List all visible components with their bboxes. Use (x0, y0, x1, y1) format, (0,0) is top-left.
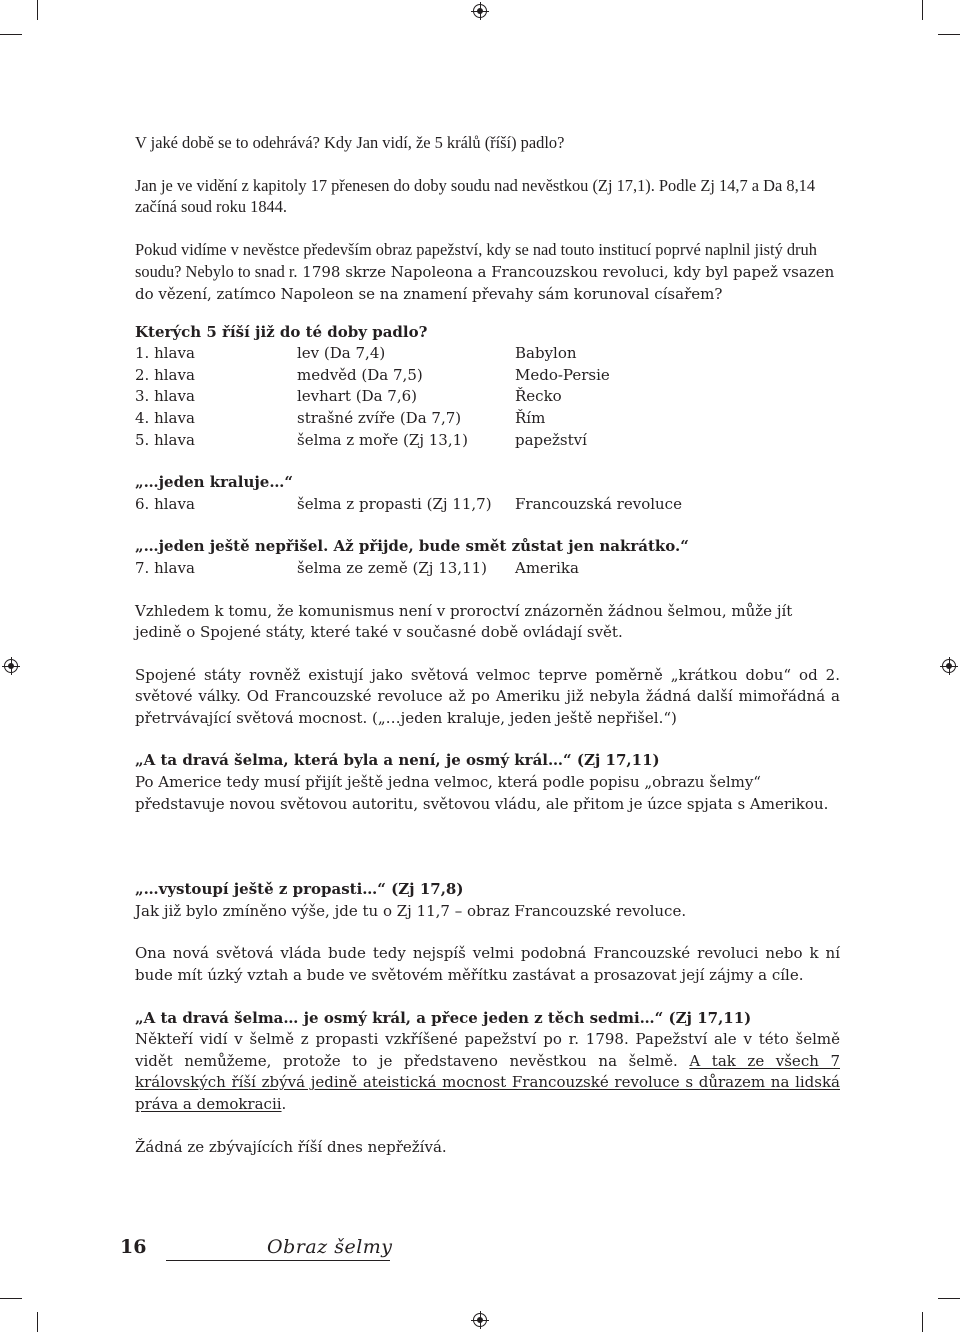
crop-mark (0, 1298, 22, 1299)
text-span: Někteří vidí v šelmě z propasti vzkříšené papežství po r. 1798. Papežství ale v této šelmě vidět nemůžeme, protože to je představeno nevěstkou na šelmě. (135, 1030, 840, 1070)
table-cell: šelma z propasti (Zj 11,7) (297, 494, 492, 513)
section-heading: „A ta dravá šelma, která byla a není, je osmý král…“ (Zj 17,11) (135, 751, 660, 770)
table-cell: 6. hlava (135, 494, 195, 513)
footer-rule (166, 1260, 390, 1261)
section-heading: „…jeden kraluje…“ (135, 473, 293, 492)
table-row (135, 558, 840, 580)
section-heading: „…jeden ještě nepřišel. Až přijde, bude smět zůstat jen nakrátko.“ (135, 537, 689, 556)
table-cell: levhart (Da 7,6) (297, 387, 418, 406)
table-row (135, 430, 840, 452)
table-row (135, 386, 840, 408)
table-cell: medvěd (Da 7,5) (297, 365, 423, 384)
table-row (135, 365, 840, 387)
table-cell: Babylon (515, 344, 577, 363)
section-heading: „A ta dravá šelma… je osmý král, a přece jeden z těch sedmi…“ (Zj 17,11) (135, 1008, 752, 1027)
crop-mark (938, 1298, 960, 1299)
registration-mark-icon (4, 659, 18, 673)
text-paragraph (135, 1029, 840, 1115)
text-paragraph: Jak již bylo zmíněno výše, jde tu o Zj 11,7 – obraz Francouzské revoluce. (135, 901, 687, 920)
text-span: Pokud vidíme v nevěstce především obraz papežství, kdy se nad touto institucí poprvé naplnil jistý druh soudu? Nebylo to snad r. (135, 239, 817, 282)
table-cell: strašné zvíře (Da 7,7) (297, 408, 462, 427)
table-cell: Řím (515, 408, 546, 427)
section-heading: „…vystoupí ještě z propasti…“ (Zj 17,8) (135, 880, 464, 899)
text-paragraph: Po Americe tedy musí přijít ještě jedna velmoc, která podle popisu „obrazu šelmy“ představuje novou světovou autoritu, světovou vládu, ale přitom je úzce spjata s Amerikou. (135, 773, 829, 813)
crop-mark (922, 0, 923, 20)
registration-mark-icon (942, 659, 956, 673)
crop-mark (938, 34, 960, 35)
table-cell: 3. hlava (135, 387, 195, 406)
table-cell: lev (Da 7,4) (297, 344, 386, 363)
registration-mark-icon (473, 4, 487, 18)
table-cell: 1. hlava (135, 344, 195, 363)
table-row (135, 494, 840, 516)
table-cell: šelma ze země (Zj 13,11) (297, 558, 487, 577)
heads-table (135, 343, 840, 451)
crop-mark (922, 1312, 923, 1332)
page-content (135, 132, 840, 1158)
page-number: 16 (120, 1236, 147, 1258)
table-cell: Amerika (515, 558, 579, 577)
table-cell: papežství (515, 430, 587, 449)
text-paragraph: Žádná ze zbývajících říší dnes nepřežívá. (135, 1137, 447, 1156)
table-cell: 4. hlava (135, 408, 195, 427)
table-cell: 5. hlava (135, 430, 195, 449)
text-span: . (281, 1095, 287, 1113)
crop-mark (37, 1312, 38, 1332)
underlined-text: A tak ze všech 7 královských říší zbývá jedině ateistická mocnost Francouzské revoluce s důrazem na lidská práva a demokracii (135, 1051, 840, 1113)
section-heading: Kterých 5 říší již do té doby padlo? (135, 322, 428, 341)
registration-mark-icon (473, 1313, 487, 1327)
table-cell: Medo-Persie (515, 365, 610, 384)
text-paragraph: Vzhledem k tomu, že komunismus není v proroctví znázorněn žádnou šelmou, může jít jedině o Spojené státy, které také v současné době ovládají svět. (135, 601, 793, 642)
text-span: 1798 skrze Napoleona a Francouzskou revoluci, kdy byl papež vsazen do vězení, zatímco Napoleon se na znamení převahy sám korunoval císařem? (135, 263, 835, 303)
crop-mark (37, 0, 38, 20)
text-paragraph: Ona nová světová vláda bude tedy nejspíš velmi podobná Francouzské revoluci nebo k ní bude mít úzký vztah a bude ve světovém měřítku zastávat a prosazovat její zájmy a cíle. (135, 944, 840, 985)
text-paragraph: Jan je ve vidění z kapitoly 17 přenesen do doby soudu nad nevěstkou (Zj 17,1). Podle Zj 14,7 a Da 8,14 začíná soud roku 1844. (135, 175, 816, 217)
table-cell: 2. hlava (135, 365, 195, 384)
table-row (135, 408, 840, 430)
table-row (135, 343, 840, 365)
table-cell: Francouzská revoluce (515, 494, 682, 513)
question-paragraph: V jaké době se to odehrává? Kdy Jan vidí, že 5 králů (říší) padlo? (135, 133, 565, 152)
footer-title: Obraz šelmy (267, 1236, 393, 1258)
table-cell: Řecko (515, 387, 562, 406)
text-paragraph: Spojené státy rovněž existují jako světová velmoc teprve poměrně „krátkou dobu“ od 2. světové války. Od Francouzské revoluce až po Ameriku již nebyla žádná další mimořádná a přetrvávající světová mocnost. („…jeden kraluje, jeden ještě nepřišel.“) (135, 665, 840, 727)
crop-mark (0, 34, 22, 35)
text-paragraph (135, 239, 840, 306)
table-cell: šelma z moře (Zj 13,1) (297, 430, 468, 449)
table-cell: 7. hlava (135, 558, 195, 577)
